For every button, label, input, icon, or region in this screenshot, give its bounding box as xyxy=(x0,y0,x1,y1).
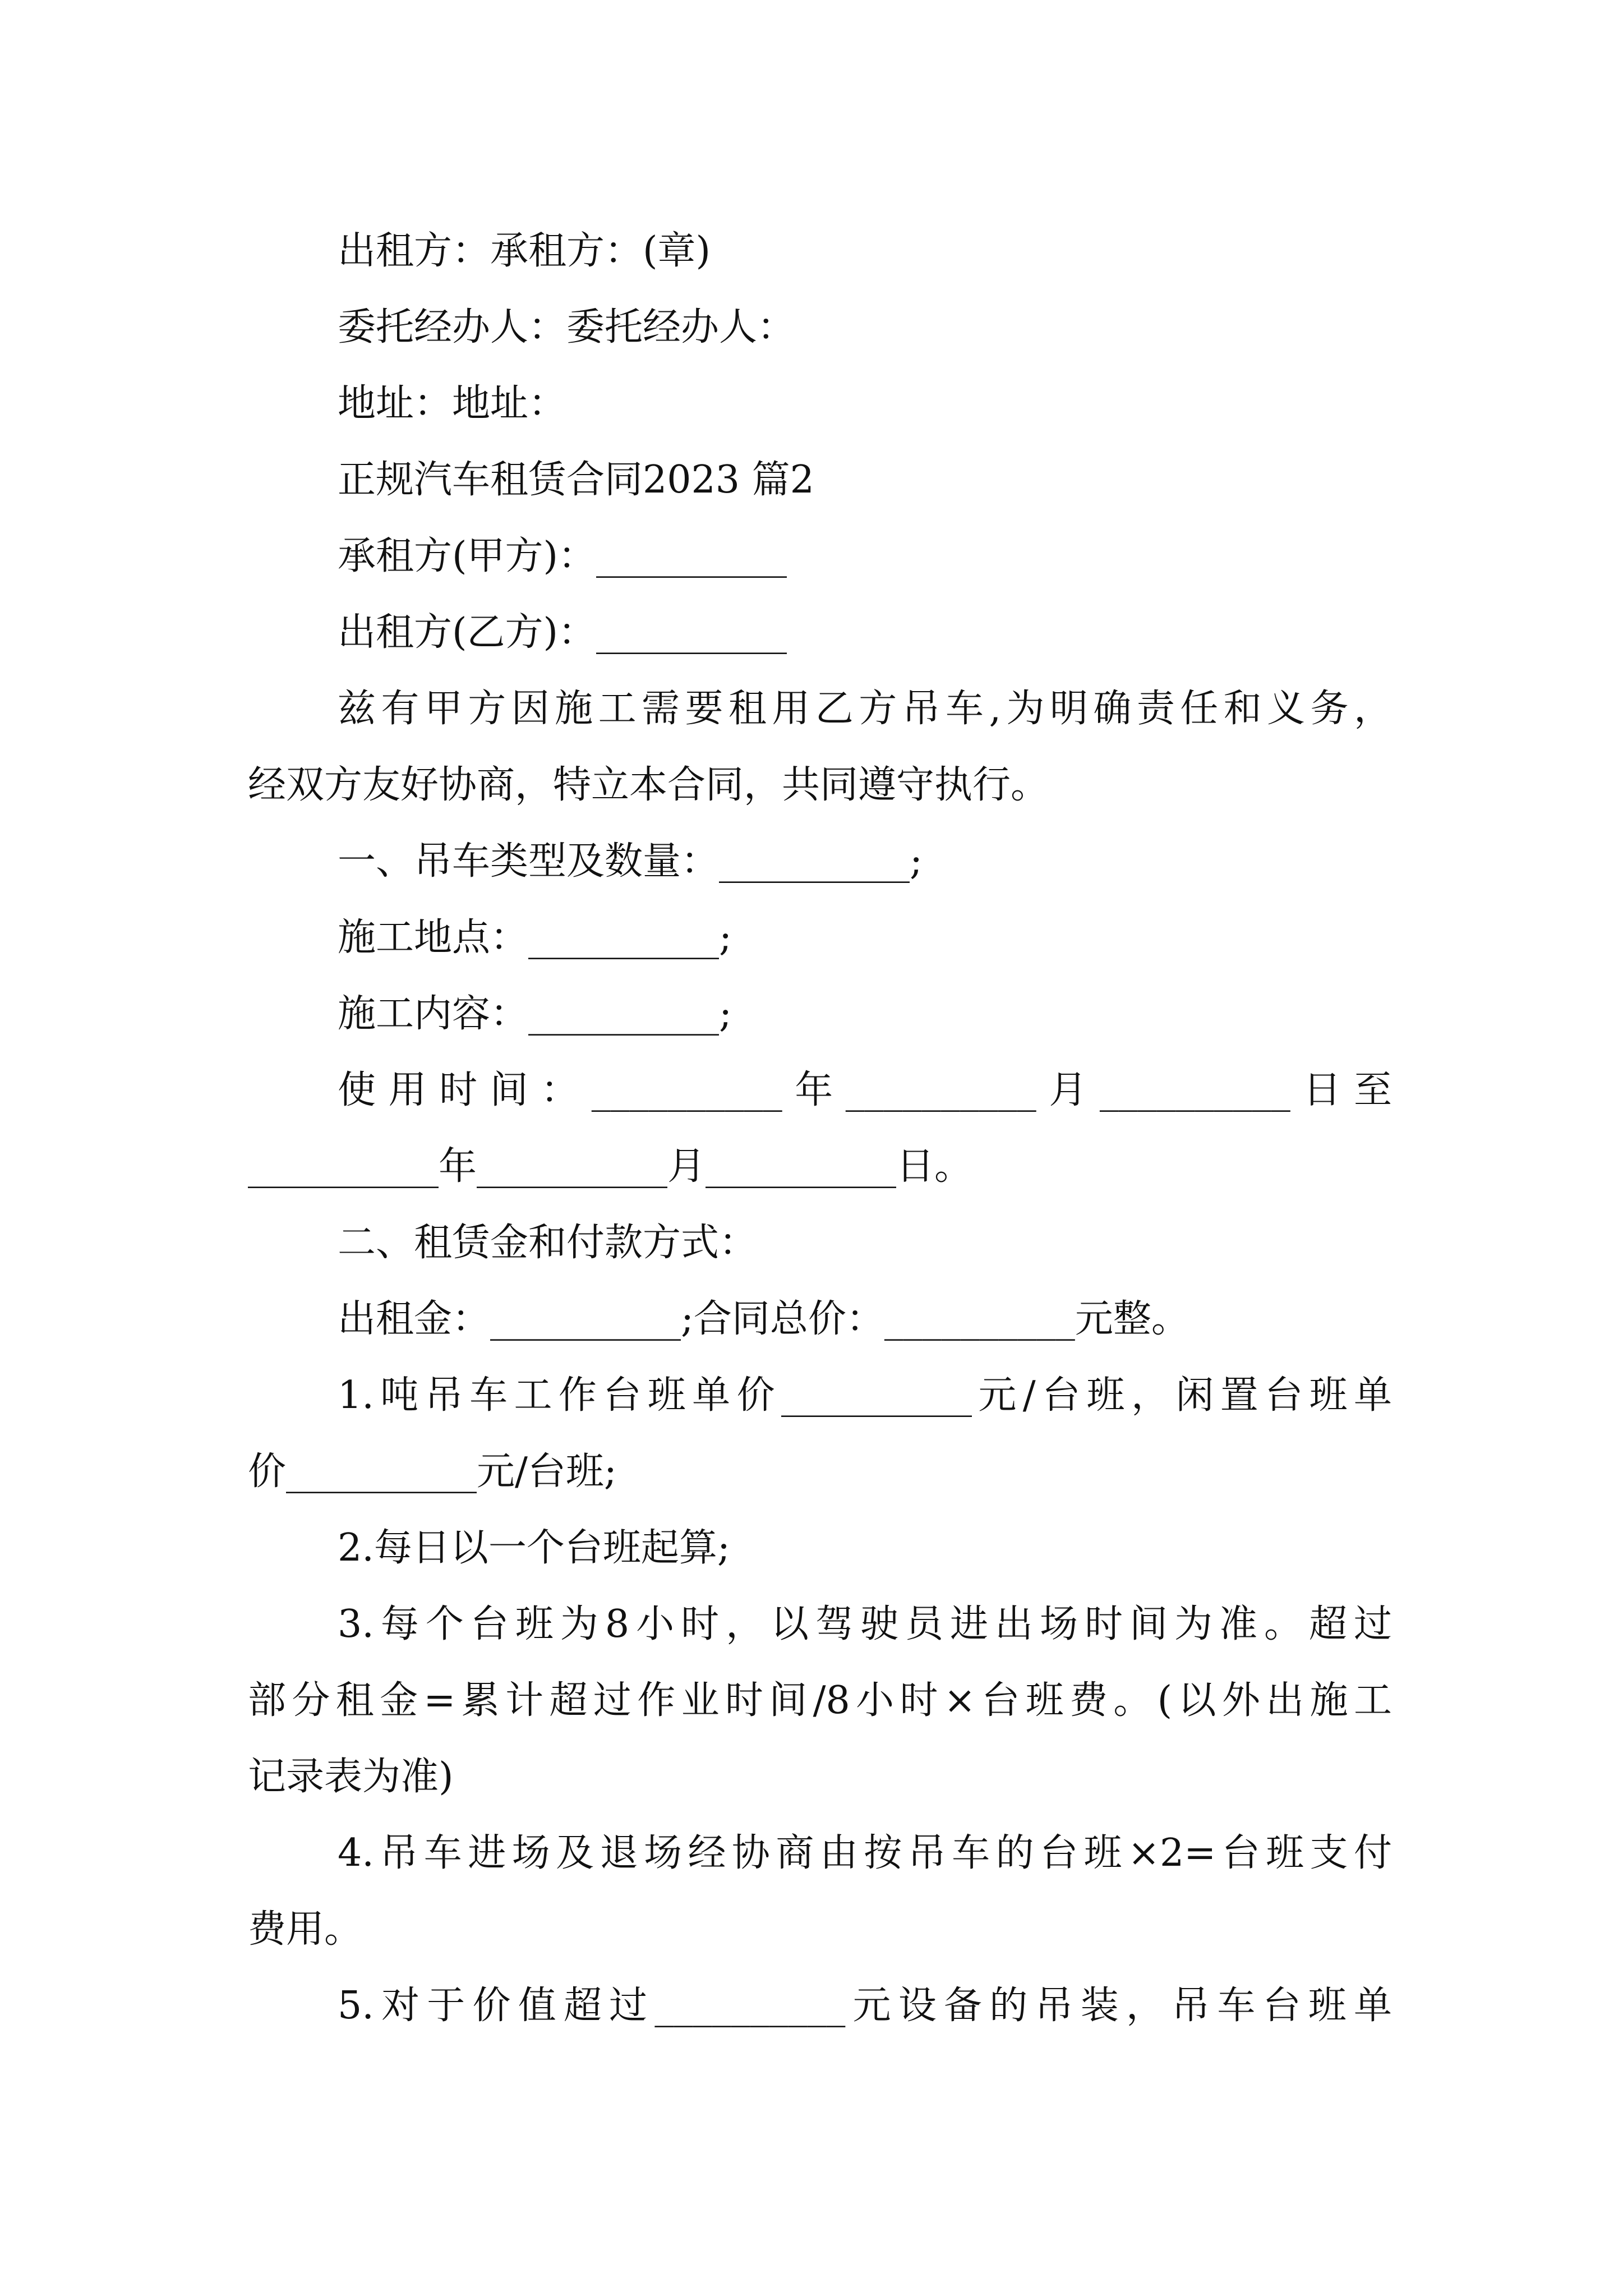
clause-2-heading: 二、租赁金和付款方式： xyxy=(338,1221,758,1265)
preamble-line-1: 兹有甲方因施工需要租用乙方吊车,为明确责任和义务， xyxy=(338,687,1392,731)
clause-2-item-2: 2.每日以一个台班起算; xyxy=(338,1526,730,1570)
document-body xyxy=(248,213,1392,2044)
signature-line-address: 地址：地址： xyxy=(338,381,567,426)
signature-line-agents: 委托经办人：委托经办人： xyxy=(338,305,796,349)
clause-2-item-4-line-2: 费用。 xyxy=(248,1907,363,1952)
clause-2-item-1-line-1: 1.吨吊车工作台班单价__________元/台班，闲置台班单 xyxy=(338,1373,1392,1418)
clause-1-time-line-2: __________年__________月__________日。 xyxy=(248,1144,973,1189)
preamble-line-2: 经双方友好协商，特立本合同，共同遵守执行。 xyxy=(248,763,1049,807)
clause-2-rent-total: 出租金：__________;合同总价：__________元整。 xyxy=(338,1297,1189,1341)
party-b-line: 出租方(乙方)：__________ xyxy=(338,610,787,655)
clause-2-item-1-line-2: 价__________元/台班; xyxy=(248,1450,617,1494)
clause-2-item-5-line-1: 5.对于价值超过__________元设备的吊装，吊车台班单 xyxy=(338,1984,1392,2028)
clause-2-item-3-line-3: 记录表为准) xyxy=(248,1755,454,1799)
clause-2-item-3-line-1: 3.每个台班为8小时，以驾驶员进出场时间为准。超过 xyxy=(338,1602,1392,1646)
clause-1-site: 施工地点：__________; xyxy=(338,915,732,960)
clause-2-item-4-line-1: 4.吊车进场及退场经协商由按吊车的台班×2=台班支付 xyxy=(338,1831,1392,1875)
clause-1-time-line-1: 使用时间：__________年__________月__________日至 xyxy=(338,1068,1392,1112)
clause-1-type-quantity: 一、吊车类型及数量：__________; xyxy=(338,839,923,884)
party-a-line: 承租方(甲方)：__________ xyxy=(338,534,787,578)
signature-line-parties: 出租方：承租方：(章) xyxy=(338,229,711,273)
clause-2-item-3-line-2: 部分租金=累计超过作业时间/8小时×台班费。(以外出施工 xyxy=(248,1678,1392,1723)
section-title: 正规汽车租赁合同2023 篇2 xyxy=(338,458,814,502)
clause-1-content: 施工内容：__________; xyxy=(338,992,732,1036)
